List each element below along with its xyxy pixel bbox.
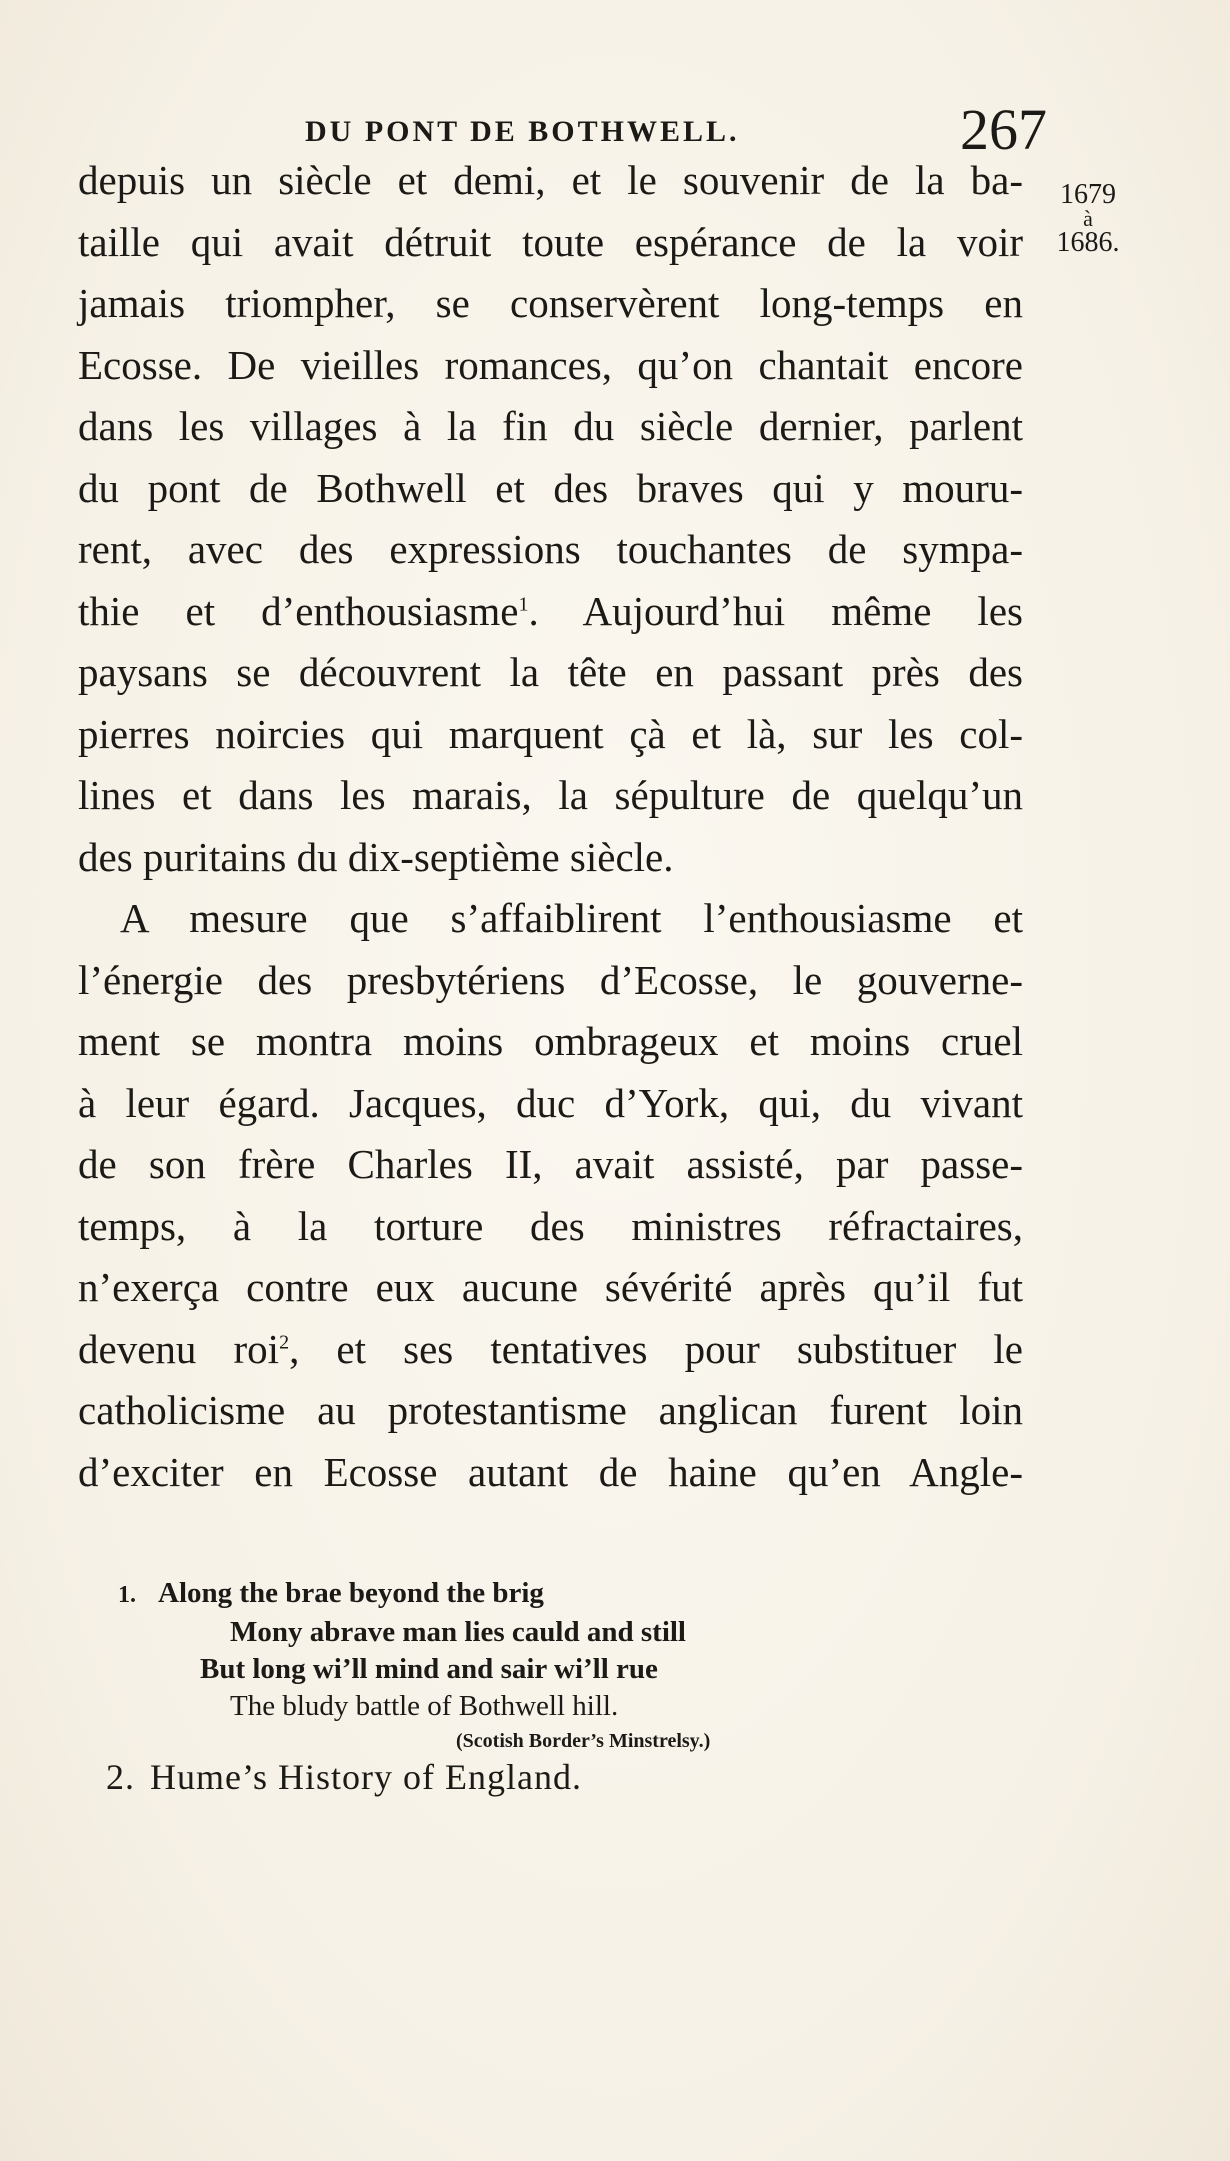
main-text: [78, 150, 1023, 1503]
text-line: dans les villages à la fin du siècle dernier, parlent: [78, 403, 1023, 449]
text-line: temps, à la torture des ministres réfractaires,: [78, 1202, 1023, 1249]
text-line: lines et dans les marais, la sépulture de quelqu’un: [78, 772, 1023, 818]
margin-a: à: [1083, 206, 1093, 231]
footnote-2-number: 2.: [106, 1757, 135, 1797]
text-line: l’énergie des presbytériens d’Ecosse, le gouverne-: [78, 956, 1023, 1003]
text-line: pierres noircies qui marquent çà et là, sur les col-: [78, 710, 1023, 757]
text-line: rent, avec des expressions touchantes de sympa-: [78, 526, 1023, 572]
text-line: paysans se découvrent la tête en passant près des: [78, 649, 1023, 695]
verse-line: [118, 1575, 998, 1614]
text-fragment: . Aujourd’hui même les: [528, 587, 1023, 634]
text-line: depuis un siècle et demi, et le souvenir de la ba-: [78, 157, 1023, 203]
text-line: des puritains du dix-septième siècle.: [78, 833, 674, 880]
text-line: d’exciter en Ecosse autant de haine qu’en Angle-: [78, 1448, 1023, 1495]
text-line: A mesure que s’affaiblirent l’enthousiasme et: [120, 895, 1023, 941]
text-line: à leur égard. Jacques, duc d’York, qui, du vivant: [78, 1079, 1023, 1126]
text-line: de son frère Charles II, avait assisté, par passe-: [78, 1141, 1023, 1187]
margin-year-end: 1686.: [1056, 227, 1120, 258]
footnote-2-text: Hume’s History of England.: [150, 1757, 582, 1797]
text-fragment: , et ses tentatives pour substituer le: [289, 1325, 1023, 1372]
running-title: DU PONT DE BOTHWELL.: [305, 115, 740, 148]
text-line: catholicisme au protestantisme anglican furent loin: [78, 1387, 1023, 1433]
page-number: 267: [960, 97, 1047, 162]
verse-line: The bludy battle of Bothwell hill.: [230, 1690, 619, 1722]
text-line: n’exerça contre eux aucune sévérité après qu’il fut: [78, 1264, 1023, 1310]
text-line: du pont de Bothwell et des braves qui y mouru-: [78, 464, 1023, 511]
text-line: Ecosse. De vieilles romances, qu’on chantait encore: [78, 341, 1023, 388]
text-line-with-note: [78, 1319, 1023, 1381]
footnote-1-verse: [118, 1575, 998, 1757]
text-fragment: devenu roi: [78, 1325, 280, 1372]
verse-text: Along the brae beyond the brig: [158, 1577, 544, 1609]
footnote-1-number: 1.: [118, 1582, 136, 1608]
text-line-with-note: [78, 581, 1023, 643]
verse-line: Mony abrave man lies cauld and still: [230, 1616, 686, 1648]
footnote-2: [106, 1757, 998, 1797]
verse-line: But long wi’ll mind and sair wi’ll rue: [200, 1653, 658, 1685]
footnote-ref-1: 1: [518, 592, 529, 615]
footnotes: [106, 1575, 998, 1797]
text-line: taille qui avait détruit toute espérance de la voir: [78, 218, 1023, 265]
margin-year-start: 1679: [1060, 179, 1116, 210]
text-line: ment se montra moins ombrageux et moins cruel: [78, 1018, 1023, 1064]
text-fragment: thie et d’enthousiasme: [78, 587, 519, 634]
margin-date-note: [1048, 180, 1128, 258]
verse-source: (Scotish Border’s Minstrelsy.): [456, 1730, 711, 1752]
text-line: jamais triompher, se conservèrent long-temps en: [78, 280, 1023, 326]
footnote-ref-2: 2: [279, 1330, 290, 1353]
